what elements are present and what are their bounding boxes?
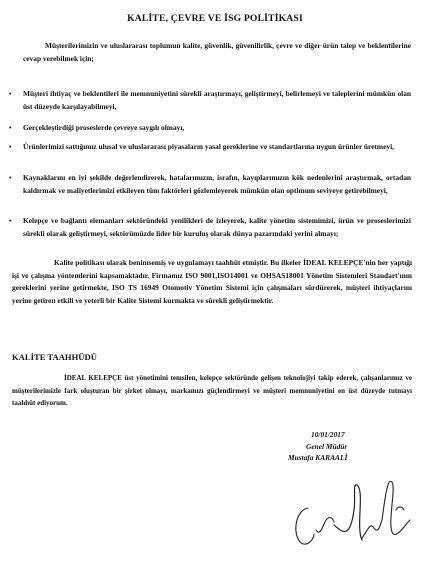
handwritten-signature (270, 470, 425, 570)
bullet-text: Kelepçe ve bağlantı elemanları sektöründeki yenilikleri de izleyerek, kalite yönetim sistemimizi, ürün ve proseslerimizi sürekli olarak geliştirmeyi, sektörümüzde lider bir kuruluş olarak dünya pazarındaki yerini almayı; (23, 216, 411, 238)
signature-date: 10/01/2017 (311, 430, 345, 439)
bullet-text: Müşteri ihtiyaç ve beklentileri ile memnuniyetini sürekli araştırmayı, geliştirmeyi, belirlemeyi ve taleplerini mümkün olan üst düzeyde karşılayabilmeyi, (23, 89, 411, 111)
bullet-icon: • (9, 217, 12, 225)
bullet-icon: • (9, 143, 12, 151)
intro-paragraph (23, 40, 411, 65)
list-item (9, 141, 411, 154)
intro-text: Müşterilerimizin ve uluslararası toplumun kalite, güvenlik, güvenilirlik, çevre ve diğer ürün talep ve beklentilerine cevap verebilmek için; (23, 41, 411, 63)
list-item (9, 122, 411, 135)
bullet-icon: • (9, 90, 12, 98)
signatory-role: Genel Müdür (306, 442, 348, 451)
commitment-text: İDEAL KELEPÇE üst yönetimini temsilen, kelepçe sektöründe gelişen teknolojiyi takip ederek, çalışanlarımız ve müşterilerimizle fark oluşturan bir şirket olmayı, markamızı güçlendirmeyi ve müşteri memnuniyetini en üst düzeyde tutmayı taahhüt ediyorum. (12, 374, 412, 407)
list-item (9, 172, 411, 197)
bullet-text: Ürünlerimizi sattığımız ulusal ve uluslararası piyasaların yasal gereklerine ve standartlarına uygun ürünler üretmeyi, (23, 142, 394, 151)
bullet-text: Gerçekleştirdiği proseslerde çevreye saygılı olmayı, (23, 123, 185, 132)
commitment-paragraph (12, 372, 412, 410)
bullet-icon: • (9, 124, 12, 132)
policy-paragraph (12, 257, 412, 307)
list-item (9, 88, 411, 113)
document-title: KALİTE, ÇEVRE VE İSG POLİTİKASI (127, 13, 303, 24)
list-item (9, 215, 411, 240)
signatory-name: Mustafa KARAALİ (288, 453, 348, 462)
policy-text: Kalite politikası olarak benimsemiş ve uygulamayı taahhüt etmiştir. Bu ilkeler İDEAL KELEPÇE'nin her yaptığı işi ve çalışma yöntemlerini kapsamaktadır. Firmamız ISO 9001,ISO14001 ve OHSAS18001 Yönetim Sistemleri Standart'ının gereklerini yerine getirmekte, ISO TS 16949 Otomotiv Yönetim Sistemi için çalışmaları sürdürerek, müşteri ihtiyaçlarını yerine getiren etkili ve yeterli bir Kalite Sistemi kurmakta ve sürekli geliştirmektir. (12, 258, 412, 305)
commitment-title: KALİTE TAAHHÜDÜ (12, 352, 97, 362)
bullet-icon: • (9, 174, 12, 182)
bullet-text: Kaynaklarını en iyi şekilde değerlendirerek, hatalarımızın, israfın, kayıplarımızın kök nedenlerini araştırmak, ortadan kaldırmak ve maliyetlerimizi etkileyen tüm faktörleri gözlemleyerek mümkün olan optimum seviyeye getirebilmeyi, (23, 173, 411, 195)
